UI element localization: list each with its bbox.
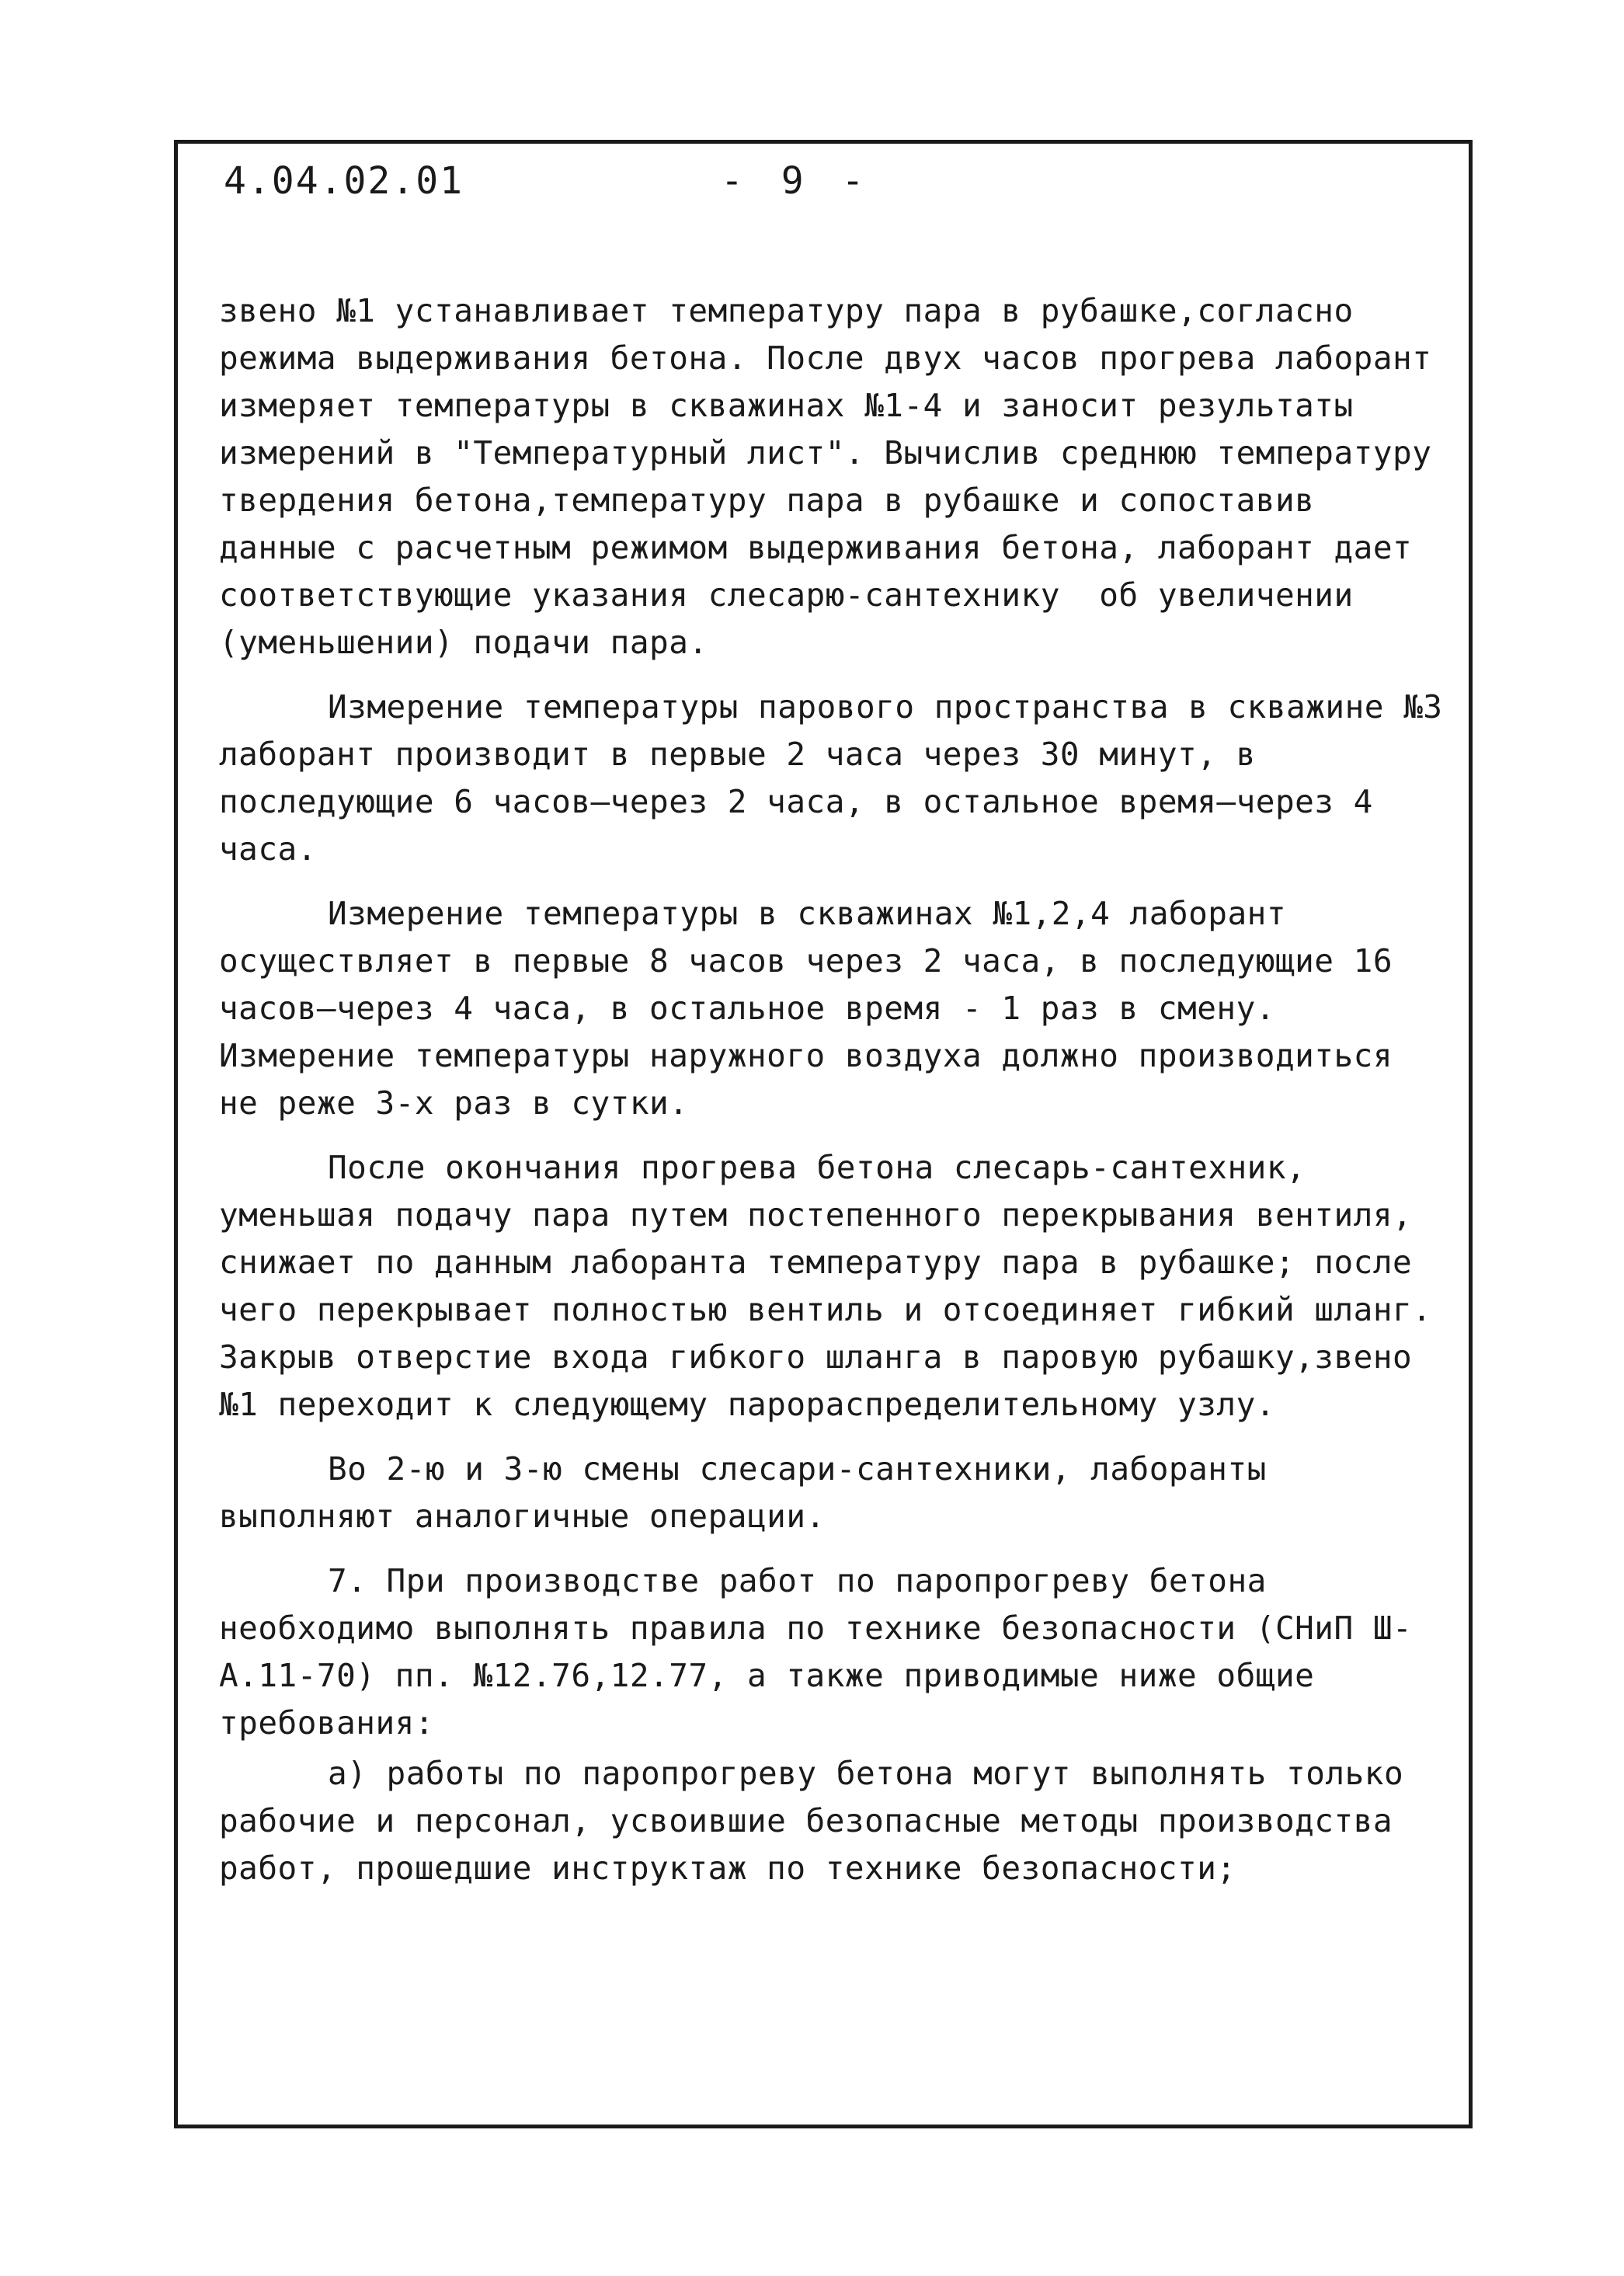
- page-header: [224, 159, 1389, 214]
- document-body: [219, 287, 1462, 1909]
- paragraph-safety-item-a: а) работы по паропрогреву бетона могут выполнять только рабочие и персонал, усвоившие безопасные методы производства работ, прошедшие инструктаж по технике безопасности;: [219, 1755, 1424, 1887]
- paragraph-heating-completion: После окончания прогрева бетона слесарь-сантехник, уменьшая подачу пара путем постепенного перекрывания вентиля, снижает по данным лаборанта температуру пара в рубашке; после чего перекрывает полностью вентиль и отсоединяет гибкий шланг. Закрыв отверстие входа гибкого шланга в паровую рубашку,звено №1 переходит к следующему парораспределительному узлу.: [219, 1149, 1452, 1423]
- paragraph-steam-supply: звено №1 устанавливает температуру пара в рубашке,согласно режима выдерживания бетона. После двух часов прогрева лаборант измеряет температуры в скважинах №1-4 и заносит результаты измерений в "Температурный лист". Вычислив среднюю температуру твердения бетона,температуру пара в рубашке и сопоставив данные с расчетным режимом выдерживания бетона, лаборант дает соответствующие указания слесарю-сантехнику об увеличении (уменьшении) подачи пара.: [219, 292, 1452, 661]
- paragraph-safety-rules: 7. При производстве работ по паропрогреву бетона необходимо выполнять правила по технике безопасности (СНиП Ш-А.11-70) пп. №12.76,12.77, а также приводимые ниже общие требования:: [219, 1562, 1413, 1742]
- document-code: 4.04.02.01: [224, 159, 464, 203]
- paragraph-well-measurement: Измерение температуры в скважинах №1,2,4 лаборант осуществляет в первые 8 часов через 2 часа, в последующие 16 часов–через 4 часа, в остальное время - 1 раз в смену. Измерение температуры наружного воздуха должно производиться не реже 3-х раз в сутки.: [219, 895, 1413, 1122]
- paragraph-shifts: Во 2-ю и 3-ю смены слесари-сантехники, лаборанты выполняют аналогичные операции.: [219, 1450, 1287, 1535]
- page-number: - 9 -: [721, 159, 872, 203]
- paragraph-steam-space-measurement: Измерение температуры парового пространства в скважине №3 лаборант производит в первые 2 часа через 30 минут, в последующие 6 часов–через 2 часа, в остальное время–через 4 часа.: [219, 688, 1462, 868]
